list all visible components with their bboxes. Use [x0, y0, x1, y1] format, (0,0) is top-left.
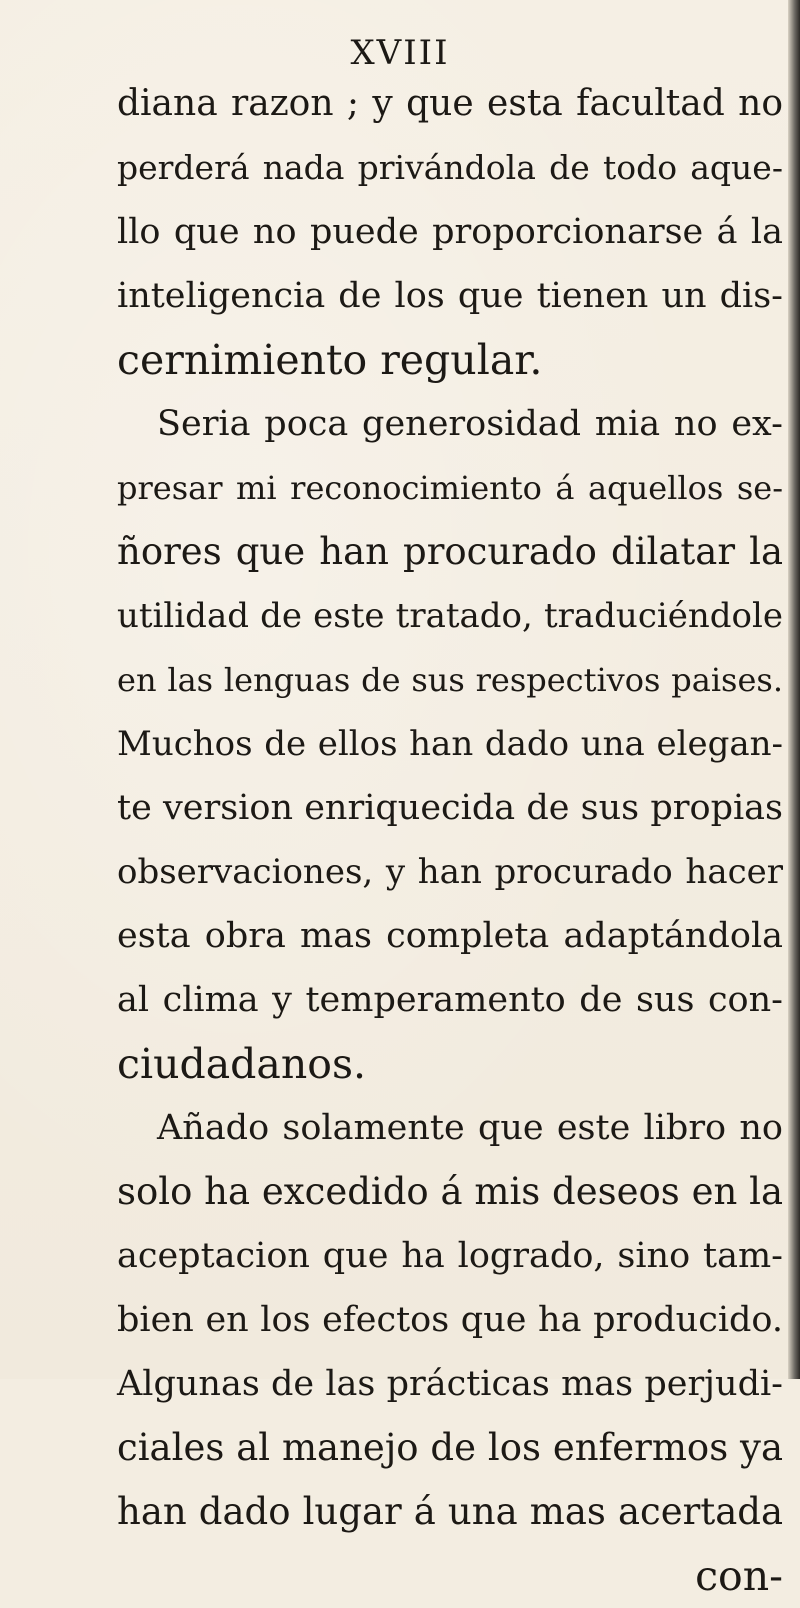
text-line: Muchos de ellos han dado una elegan- [117, 724, 783, 764]
text-line: solo ha excedido á mis deseos en la [117, 1170, 783, 1213]
body-text [117, 72, 783, 1608]
text-line: ñores que han procurado dilatar la [117, 530, 783, 573]
page-edge-shadow [788, 0, 800, 1379]
text-line: Seria poca generosidad mia no ex- [157, 404, 783, 444]
text-line: esta obra mas completa adaptándola [117, 916, 783, 956]
text-line: han dado lugar á una mas acertada [117, 1490, 783, 1533]
text-line: utilidad de este tratado, traduciéndole [117, 596, 783, 636]
text-line: cernimiento regular. [117, 336, 543, 384]
text-line: inteligencia de los que tienen un dis- [117, 276, 783, 316]
text-line: Algunas de las prácticas mas perjudi- [117, 1364, 783, 1404]
text-line: perderá nada privándola de todo aque- [117, 148, 783, 187]
text-line: observaciones, y han procurado hacer [117, 852, 783, 892]
text-line: al clima y temperamento de sus con- [117, 980, 783, 1020]
text-line: ciales al manejo de los enfermos ya [117, 1426, 783, 1469]
text-line: bien en los efectos que ha producido. [117, 1300, 783, 1340]
catchword: con- [695, 1552, 783, 1600]
text-line: presar mi reconocimiento á aquellos se- [117, 469, 783, 507]
text-line: ciudadanos. [117, 1040, 367, 1088]
page-number: XVIII [350, 33, 450, 73]
text-line: Añado solamente que este libro no [157, 1108, 783, 1148]
text-line: te version enriquecida de sus propias [117, 788, 783, 828]
text-line: diana razon ; y que esta facultad no [117, 83, 783, 124]
text-line: llo que no puede proporcionarse á la [117, 212, 783, 252]
text-line: en las lenguas de sus respectivos paises. [117, 661, 783, 699]
text-line: aceptacion que ha logrado, sino tam- [117, 1236, 783, 1276]
